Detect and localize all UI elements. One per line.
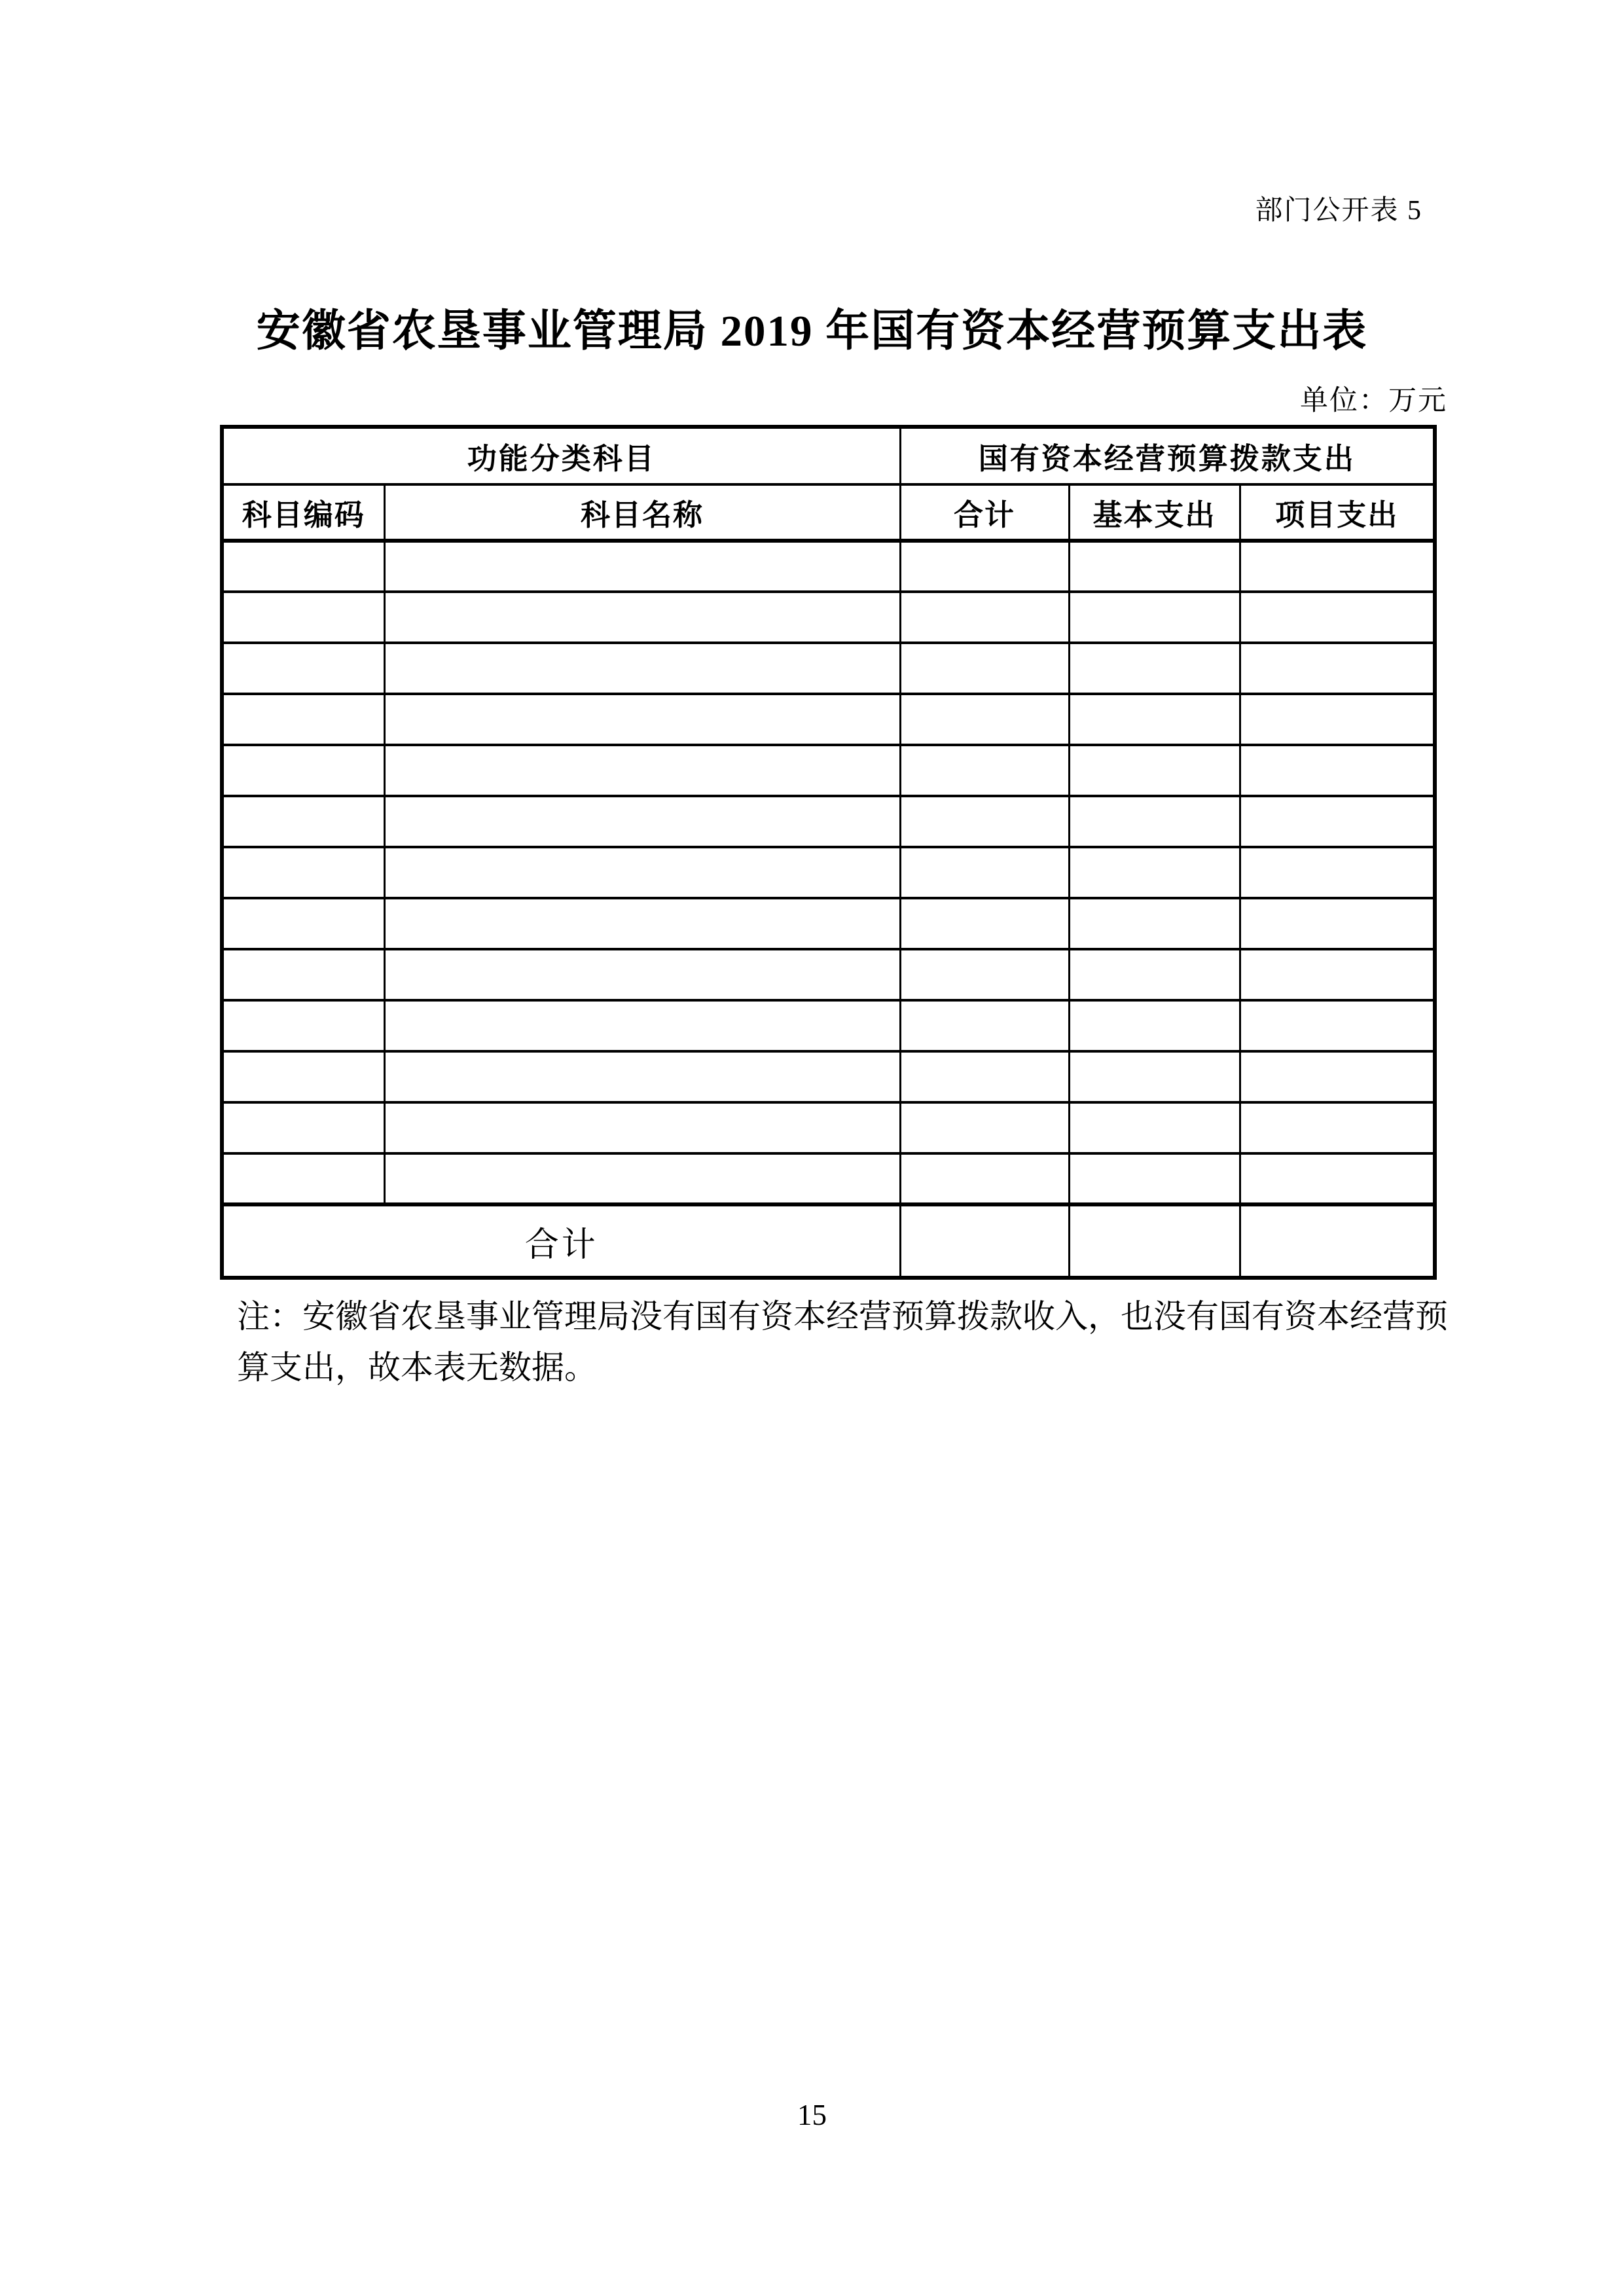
empty-cell xyxy=(900,847,1069,898)
page-title: 安徽省农垦事业管理局 2019 年国有资本经营预算支出表 xyxy=(256,307,1368,355)
table-row xyxy=(222,1153,1435,1204)
empty-cell xyxy=(384,847,900,898)
table-row xyxy=(222,847,1435,898)
empty-cell xyxy=(1069,745,1240,796)
table-row xyxy=(222,745,1435,796)
empty-cell xyxy=(1069,898,1240,949)
budget-table xyxy=(220,425,1437,1280)
empty-cell xyxy=(384,1051,900,1102)
empty-cell xyxy=(384,643,900,694)
empty-cell xyxy=(1069,949,1240,1000)
empty-cell xyxy=(384,1153,900,1204)
table-header-group-row xyxy=(222,427,1435,484)
empty-cell xyxy=(900,796,1069,847)
empty-cell xyxy=(384,898,900,949)
empty-cell xyxy=(1069,847,1240,898)
column-header-total: 合计 xyxy=(900,484,1069,541)
header-appropriation-expenditure: 国有资本经营预算拨款支出 xyxy=(900,427,1435,484)
column-header-basic-expenditure: 基本支出 xyxy=(1069,484,1240,541)
empty-cell xyxy=(1069,1051,1240,1102)
table-row xyxy=(222,949,1435,1000)
table-header-label-row xyxy=(222,484,1435,541)
header-function-category: 功能分类科目 xyxy=(222,427,900,484)
empty-cell xyxy=(1240,1102,1435,1153)
empty-cell xyxy=(384,745,900,796)
empty-cell xyxy=(222,541,384,592)
empty-cell xyxy=(900,541,1069,592)
empty-cell xyxy=(900,1000,1069,1051)
empty-cell xyxy=(900,1153,1069,1204)
table-footer-row xyxy=(222,1204,1435,1278)
empty-cell xyxy=(384,796,900,847)
empty-cell xyxy=(900,592,1069,643)
empty-cell xyxy=(222,1000,384,1051)
note-line-1: 注：安徽省农垦事业管理局没有国有资本经营预算拨款收入，也没有国有资本经营预 xyxy=(237,1298,1448,1335)
empty-cell xyxy=(1069,694,1240,745)
empty-cell xyxy=(384,1102,900,1153)
empty-cell xyxy=(1240,796,1435,847)
empty-cell xyxy=(1240,694,1435,745)
table-row xyxy=(222,1000,1435,1051)
footer-total-value-cell xyxy=(900,1204,1069,1278)
empty-cell xyxy=(1240,643,1435,694)
empty-cell xyxy=(900,694,1069,745)
empty-cell xyxy=(1240,898,1435,949)
footer-total-label: 合计 xyxy=(222,1204,900,1278)
empty-cell xyxy=(1240,541,1435,592)
empty-cell xyxy=(222,745,384,796)
empty-cell xyxy=(900,643,1069,694)
note-line-2: 算支出，故本表无数据。 xyxy=(237,1349,597,1386)
empty-cell xyxy=(1069,1000,1240,1051)
table-row xyxy=(222,541,1435,592)
empty-cell xyxy=(222,796,384,847)
empty-cell xyxy=(384,694,900,745)
empty-cell xyxy=(900,949,1069,1000)
empty-cell xyxy=(222,847,384,898)
empty-cell xyxy=(222,1051,384,1102)
table-row xyxy=(222,796,1435,847)
empty-cell xyxy=(1240,592,1435,643)
footer-basic-value-cell xyxy=(1069,1204,1240,1278)
empty-cell xyxy=(1069,796,1240,847)
doc-label: 部门公开表 5 xyxy=(1255,196,1422,226)
table-row xyxy=(222,1051,1435,1102)
empty-cell xyxy=(900,745,1069,796)
empty-cell xyxy=(1240,745,1435,796)
empty-cell xyxy=(900,1102,1069,1153)
empty-cell xyxy=(1069,1153,1240,1204)
empty-cell xyxy=(1240,1051,1435,1102)
table-row xyxy=(222,694,1435,745)
empty-cell xyxy=(222,898,384,949)
footer-project-value-cell xyxy=(1240,1204,1435,1278)
empty-cell xyxy=(222,1153,384,1204)
unit-label: 单位：万元 xyxy=(1300,386,1447,416)
empty-cell xyxy=(1069,541,1240,592)
empty-cell xyxy=(384,592,900,643)
empty-cell xyxy=(1240,847,1435,898)
empty-cell xyxy=(222,694,384,745)
table-row xyxy=(222,643,1435,694)
column-header-subject-code: 科目编码 xyxy=(222,484,384,541)
empty-cell xyxy=(1069,592,1240,643)
column-header-subject-name: 科目名称 xyxy=(384,484,900,541)
table-row xyxy=(222,898,1435,949)
column-header-project-expenditure: 项目支出 xyxy=(1240,484,1435,541)
table-row xyxy=(222,1102,1435,1153)
table-row xyxy=(222,592,1435,643)
empty-cell xyxy=(1069,643,1240,694)
table-note xyxy=(237,1291,1454,1393)
empty-cell xyxy=(222,592,384,643)
empty-cell xyxy=(222,643,384,694)
empty-cell xyxy=(1240,1000,1435,1051)
empty-cell xyxy=(384,1000,900,1051)
empty-cell xyxy=(222,1102,384,1153)
empty-cell xyxy=(384,949,900,1000)
empty-cell xyxy=(900,1051,1069,1102)
empty-cell xyxy=(222,949,384,1000)
empty-cell xyxy=(1240,949,1435,1000)
empty-cell xyxy=(1069,1102,1240,1153)
empty-cell xyxy=(900,898,1069,949)
page-number: 15 xyxy=(797,2099,827,2131)
empty-cell xyxy=(1240,1153,1435,1204)
empty-cell xyxy=(384,541,900,592)
